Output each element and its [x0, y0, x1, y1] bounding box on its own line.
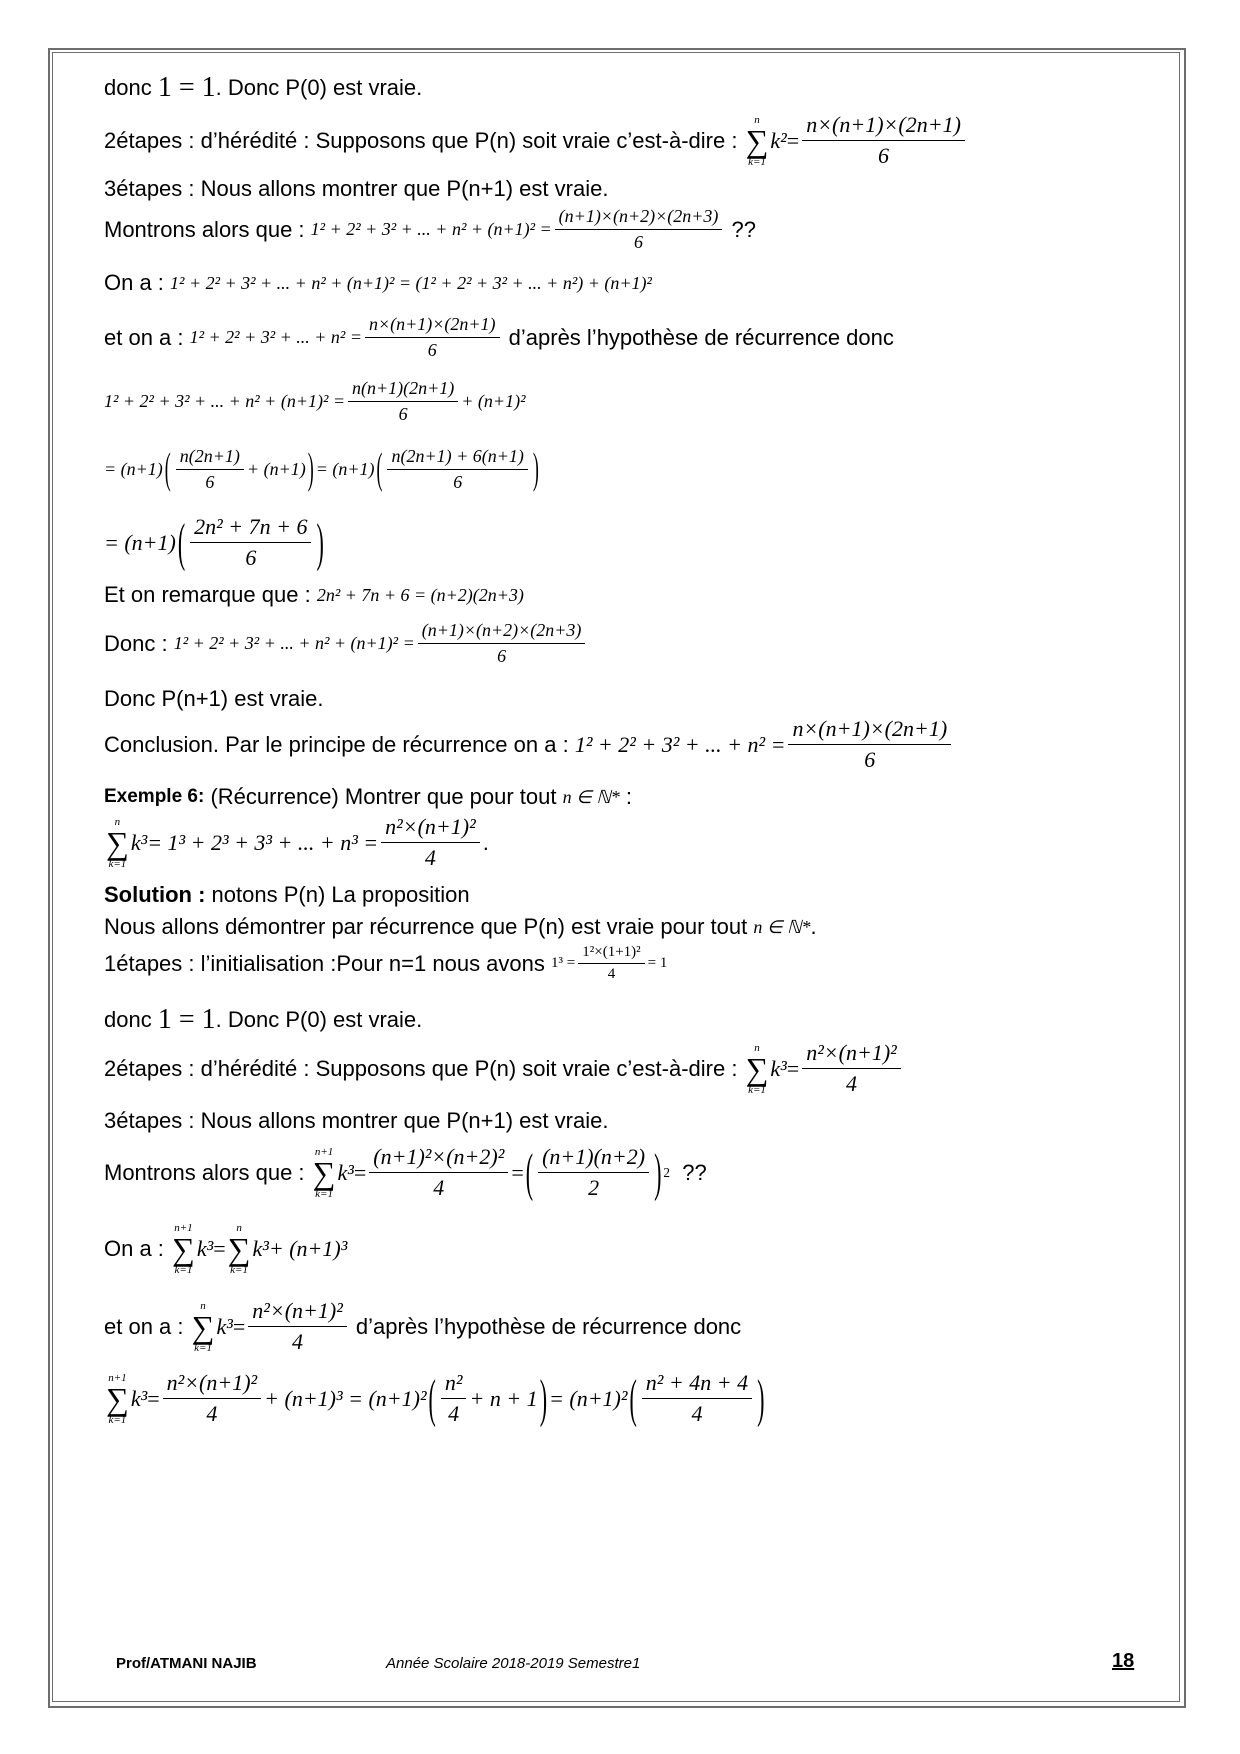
line-donc-result: [104, 620, 588, 667]
text: :: [625, 784, 632, 809]
line-montrons-2: Montrons alors que : n+1 ∑ k=1 k³ = $\frac{\text{(n+1)²×(n+2)²}}{4}$ = ( $\frac{(n+1)(n+2)}{2}$ ) 2 ??: [104, 1144, 707, 1201]
math-expr: = 1³ + 2³ + 3³ + ... + n³ =: [147, 829, 379, 855]
math-expr: + (n+1)²: [461, 391, 526, 411]
fraction: $\frac{(n+1)\times(n+2)\times(2n+3)}{6}$: [418, 620, 586, 667]
line-initialisation: [104, 944, 667, 983]
math-expr: + n + 1: [469, 1385, 538, 1411]
fraction: $\frac{\text{n²}}{4}$: [441, 1370, 467, 1427]
text: 2étapes : d’hérédité : Supposons que P(n) soit vraie c’est-à-dire :: [104, 1055, 738, 1081]
text: (Récurrence) Montrer que pour tout: [210, 784, 557, 809]
math-expr: 1² + 2² + 3² + ... + n² =: [574, 731, 786, 757]
paren: ): [654, 1141, 662, 1202]
math-expr: 2n² + 7n + 6 = (n+2)(2n+3): [316, 584, 524, 605]
math-expr: n ∈ ℕ*: [753, 916, 811, 937]
equals: =: [511, 1159, 524, 1185]
math-expr: 1² + 2² + 3² + ... + n² + (n+1)² =: [310, 219, 552, 239]
text: Montrons alors que :: [104, 216, 305, 242]
math-line-8: [104, 446, 541, 493]
fraction: $\frac{n\times(n+1)\times(2n+1)}{6}$: [365, 314, 500, 361]
text: .: [482, 829, 489, 855]
footer-school-year: Année Scolaire 2018-2019 Semestre1: [386, 1655, 641, 1672]
text: 1étapes : l’initialisation :Pour n=1 nous avons: [104, 950, 545, 976]
math-term: k³: [337, 1159, 354, 1185]
math-term: k³: [216, 1313, 233, 1339]
equals: =: [786, 1055, 800, 1081]
line-etape3-2: [104, 1108, 608, 1134]
text: donc: [104, 75, 152, 100]
line-conclusion: [104, 716, 954, 773]
sum-symbol: n ∑ k=1: [227, 1222, 251, 1276]
page-number: 18: [1112, 1650, 1135, 1672]
math-expr: 1 = 1: [157, 72, 216, 103]
sum-symbol: n+1 ∑ k=1: [312, 1145, 336, 1200]
equals: =: [147, 1385, 160, 1411]
fraction: $\frac{n(2n+1) + 6(n+1)}{6}$: [387, 446, 527, 493]
page-border-inner: [52, 52, 1180, 1702]
text: On a :: [104, 270, 164, 295]
math-expr: 1 = 1: [157, 1004, 216, 1035]
math-expr: 1² + 2² + 3² + ... + n² =: [189, 327, 362, 347]
text: . Donc P(0) est vraie.: [215, 75, 423, 100]
math-expr: 1² + 2² + 3² + ... + n² + (n+1)² =: [104, 391, 345, 411]
text: ??: [682, 1159, 707, 1185]
sum-symbol: n+1 ∑ k=1: [106, 1371, 129, 1426]
sum-symbol: n+1 ∑ k=1: [172, 1222, 195, 1276]
math-term: k³: [196, 1236, 214, 1261]
line-heredite: [104, 112, 968, 169]
math-expr: 1³ =: [551, 955, 576, 971]
fraction: $\frac{(n+1)\times(n+2)\times(2n+3)}{6}$: [555, 206, 723, 253]
math-line-9: [104, 511, 326, 572]
example-heading: Exemple 6:: [104, 786, 205, 807]
paren: (: [525, 1141, 534, 1202]
math-expr: = (n+1): [104, 459, 163, 479]
paren: (: [376, 444, 383, 493]
line-exemple6: [104, 784, 632, 810]
fraction: $\frac{\text{n²×(n+1)²}}{4}$: [802, 1040, 901, 1097]
math-term: k³: [130, 829, 148, 855]
fraction: $\frac{\text{2n² + 7n + 6}}{6}$: [190, 514, 311, 571]
math-expr: + (n+1)³ = (n+1)²: [264, 1385, 427, 1411]
sum-symbol: n ∑ k=1: [191, 1299, 215, 1354]
paren: ): [307, 444, 314, 493]
line-montrons: [104, 206, 756, 253]
text: d’après l’hypothèse de récurrence donc: [508, 324, 894, 350]
math-term: k³: [770, 1055, 787, 1081]
fraction: $\frac{\text{n²×(n+1)²}}{4}$: [248, 1298, 347, 1355]
math-line-25: [104, 1367, 766, 1428]
line-donc-vraie: [104, 686, 323, 712]
math-term: k²: [770, 127, 787, 153]
math-expr: 1² + 2² + 3² + ... + n² + (n+1)² = (1² + 2² + 3² + ... + n²) + (n+1)²: [170, 272, 652, 293]
paren: (: [177, 511, 186, 572]
equals: =: [786, 127, 800, 153]
text: Conclusion. Par le principe de récurrence on a :: [104, 731, 569, 757]
line-remarque: [104, 582, 524, 608]
paren: (: [164, 444, 171, 493]
solution-heading: Solution :: [104, 882, 206, 907]
fraction: $\frac{(n+1)(n+2)}{2}$: [538, 1144, 649, 1201]
text: Donc :: [104, 630, 168, 656]
math-expr: + (n+1): [246, 459, 306, 479]
paren: ): [532, 444, 539, 493]
math-expr: = (n+1): [315, 459, 375, 479]
fraction: $\frac{n(2n+1)}{6}$: [176, 446, 244, 493]
math-term: k³: [252, 1236, 269, 1261]
paren: ): [757, 1367, 765, 1428]
text: .: [810, 914, 817, 939]
line-on-a-2: [104, 1222, 347, 1276]
text: d’après l’hypothèse de récurrence donc: [355, 1313, 742, 1339]
math-expr: = 1: [647, 955, 668, 971]
text: et on a :: [104, 324, 184, 350]
fraction: $\frac{\text{n² + 4n + 4}}{4}$: [642, 1370, 752, 1427]
math-expr: = (n+1)²: [549, 1385, 628, 1411]
paren: (: [428, 1367, 436, 1428]
text: Nous allons démontrer par récurrence que P(n) est vraie pour tout: [104, 914, 748, 939]
fraction: $\frac{n\times(n+1)\times(2n+1)}{6}$: [788, 716, 951, 773]
text: Montrons alors que :: [104, 1159, 305, 1185]
math-expr: + (n+1)³: [268, 1236, 348, 1261]
equals: =: [353, 1159, 367, 1185]
fraction: $\frac{n\times(n+1)\times(2n+1)}{6}$: [802, 112, 965, 169]
text: ??: [731, 216, 756, 242]
fraction: $\frac{\text{1²×(1+1)²}}{4}$: [578, 944, 644, 983]
text: 3étapes : Nous allons montrer que P(n+1) est vraie.: [104, 176, 609, 201]
line-et-on-a-2: [104, 1298, 741, 1355]
line-etape3: [104, 176, 608, 202]
line-demontrer: [104, 914, 817, 940]
paren: (: [629, 1367, 637, 1428]
sum-symbol: n ∑ k=1: [745, 1041, 769, 1096]
text: notons P(n) La proposition: [211, 882, 470, 907]
equals: =: [213, 1236, 226, 1261]
text: 2étapes : d’hérédité : Supposons que P(n) soit vraie c’est-à-dire :: [104, 127, 738, 153]
math-line-7: [104, 378, 525, 425]
line-donc-2: [104, 1004, 422, 1036]
fraction: $\frac{\text{(n+1)²×(n+2)²}}{4}$: [369, 1144, 508, 1201]
line-donc-1: [104, 72, 422, 104]
fraction: $\frac{\text{n²×(n+1)²}}{4}$: [163, 1370, 262, 1427]
text: On a :: [104, 1236, 164, 1261]
text: Donc P(n+1) est vraie.: [104, 686, 324, 711]
line-et-on-a: [104, 314, 894, 361]
text: donc: [104, 1007, 152, 1032]
paren: ): [316, 511, 324, 572]
equals: =: [232, 1313, 246, 1339]
line-heredite-2: [104, 1040, 904, 1097]
line-solution: [104, 882, 470, 908]
text: et on a :: [104, 1313, 184, 1339]
text: Et on remarque que :: [104, 582, 311, 607]
sum-symbol: n ∑ k=1: [106, 815, 129, 870]
fraction: $\frac{n(n+1)(2n+1)}{6}$: [348, 378, 458, 425]
fraction: $\frac{\text{n²×(n+1)²}}{4}$: [381, 814, 480, 871]
math-expr: = (n+1): [104, 529, 176, 555]
math-expr: n ∈ ℕ*: [562, 786, 620, 807]
sum-symbol: n ∑ k=1: [745, 113, 769, 168]
line-exemple6-formula: [104, 814, 489, 871]
footer-author: Prof/ATMANI NAJIB: [116, 1655, 257, 1672]
math-expr: 1² + 2² + 3² + ... + n² + (n+1)² =: [173, 633, 415, 653]
text: . Donc P(0) est vraie.: [215, 1007, 423, 1032]
text: 3étapes : Nous allons montrer que P(n+1) est vraie.: [104, 1108, 609, 1133]
math-term: k³: [130, 1385, 148, 1411]
line-on-a: [104, 270, 652, 296]
paren: ): [539, 1367, 548, 1428]
